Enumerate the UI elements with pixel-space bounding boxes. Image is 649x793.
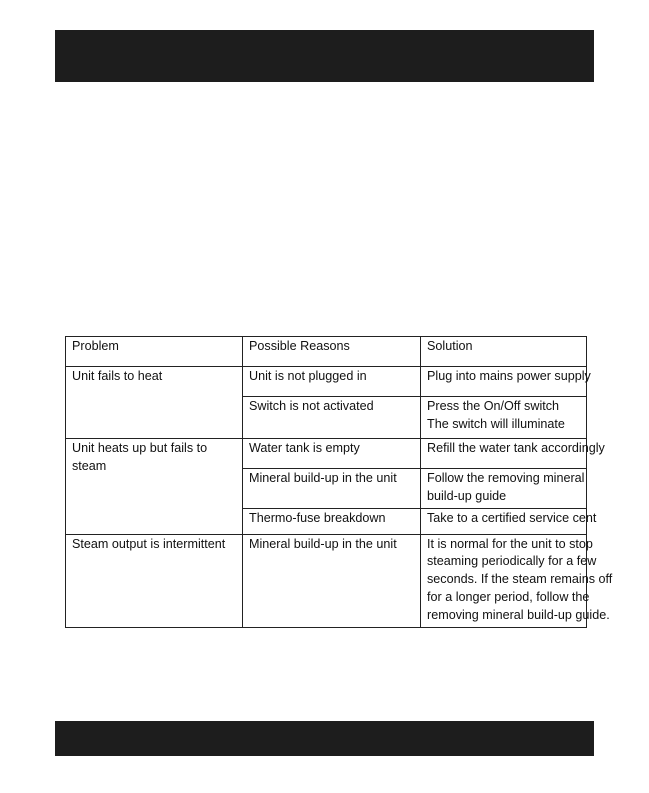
solution-text: Press the On/Off switch — [427, 399, 560, 413]
header-possible-reasons: Possible Reasons — [243, 337, 421, 367]
problem-text: Unit fails to heat — [72, 369, 163, 383]
solution-text: Plug into mains power supply — [427, 369, 591, 383]
reason-cell — [243, 534, 421, 627]
problem-text: Steam output is intermittent — [72, 536, 226, 551]
table-row — [66, 367, 587, 397]
solution-text: The switch will illuminate — [427, 416, 565, 431]
solution-text: Refill the water tank accordingly — [427, 441, 605, 455]
header-bar — [55, 30, 594, 82]
header-problem: Problem — [66, 337, 243, 367]
solution-text: Take to a certified service cent — [427, 510, 597, 525]
solution-text: build-up guide — [427, 488, 507, 503]
problem-cell — [66, 439, 243, 535]
troubleshooting-table — [65, 336, 613, 628]
solution-cell — [421, 367, 591, 397]
table-row — [66, 534, 587, 627]
reason-cell — [243, 469, 421, 509]
solution-text: It is normal for the unit to stop — [427, 536, 593, 551]
solution-text: Follow the removing mineral — [427, 471, 585, 485]
reason-text: Unit is not plugged in — [249, 369, 367, 383]
reason-text: Mineral build-up in the unit — [249, 471, 397, 485]
reason-text: Mineral build-up in the unit — [249, 536, 397, 551]
solution-text: steaming periodically for a few — [427, 554, 597, 569]
solution-text: removing mineral build-up guide. — [427, 607, 610, 622]
problem-cell — [66, 367, 243, 439]
problem-text: Unit heats up but fails to — [72, 441, 208, 455]
footer-bar — [55, 721, 594, 756]
reason-text: Thermo-fuse breakdown — [249, 510, 386, 525]
reason-cell — [243, 397, 421, 439]
problem-cell — [66, 534, 243, 627]
solution-cell — [421, 397, 587, 439]
reason-cell — [243, 367, 421, 397]
solution-text: seconds. If the steam remains off — [427, 572, 613, 587]
table-row — [66, 439, 587, 469]
solution-cell — [421, 534, 613, 627]
reason-text: Switch is not activated — [249, 399, 374, 413]
solution-cell — [421, 508, 597, 534]
reason-cell — [243, 508, 421, 534]
reason-cell — [243, 439, 421, 469]
solution-cell — [421, 469, 587, 509]
problem-text: steam — [72, 458, 107, 473]
solution-cell — [421, 439, 605, 469]
header-solution: Solution — [421, 337, 587, 367]
table-header-row — [66, 337, 587, 367]
solution-text: for a longer period, follow the — [427, 589, 590, 604]
reason-text: Water tank is empty — [249, 441, 360, 455]
